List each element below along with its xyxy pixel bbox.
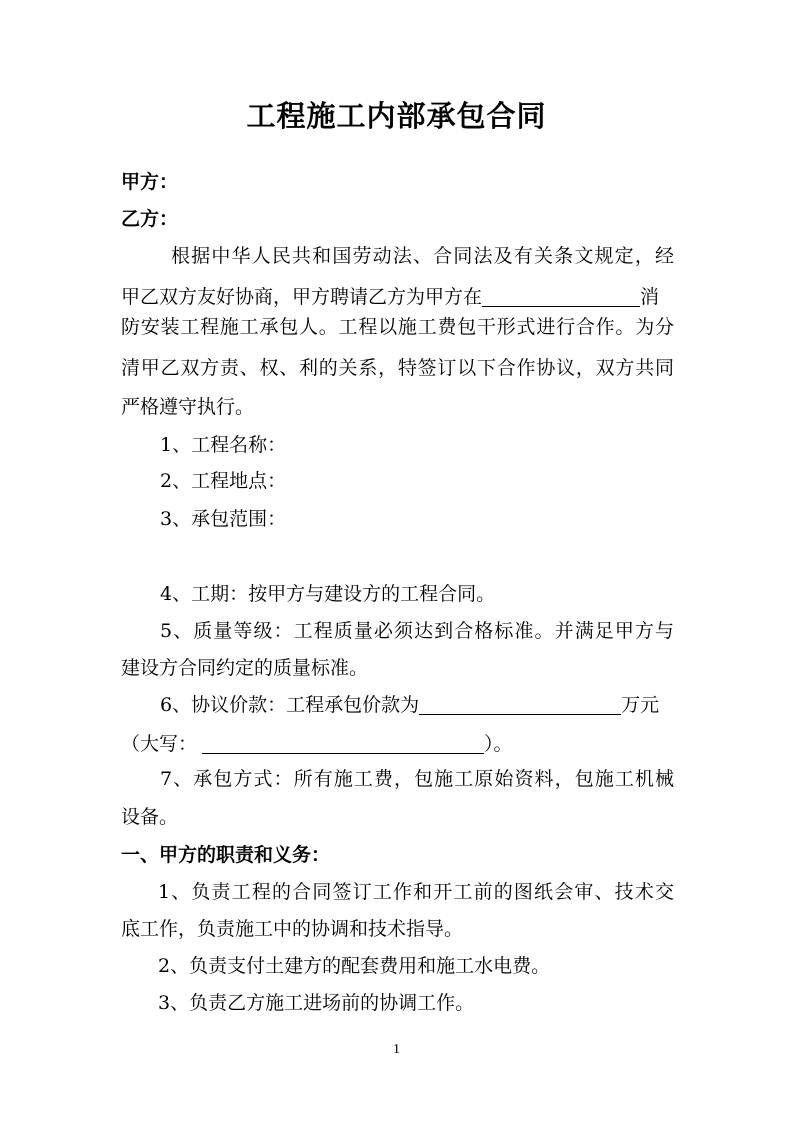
- item-project-name: 1、工程名称：: [160, 434, 287, 456]
- duty-1-line-2: 底工作，负责施工中的协调和技术指导。: [121, 918, 464, 940]
- price-unit: 万元: [621, 694, 660, 716]
- item-quality-line-2: 建设方合同约定的质量标准。: [121, 657, 369, 679]
- item-method-line-1: 7、承包方式：所有施工费，包施工原始资料，包施工机械: [160, 768, 674, 790]
- duty-3: 3、负责乙方施工进场前的协调工作。: [158, 992, 475, 1014]
- party-b-label: 乙方：: [121, 208, 179, 230]
- document-title: 工程施工内部承包合同: [246, 99, 547, 133]
- item-duration: 4、工期：按甲方与建设方的工程合同。: [160, 583, 496, 605]
- page-number: 1: [393, 1042, 400, 1057]
- item-contract-scope: 3、承包范围：: [160, 508, 287, 530]
- section-1-heading: 一、甲方的职责和义务：: [121, 844, 331, 866]
- price-words-close: ）。: [484, 733, 513, 755]
- intro-line-2: [121, 283, 659, 311]
- duty-2: 2、负责支付土建方的配套费用和施工水电费。: [158, 955, 551, 977]
- item-project-location: 2、工程地点：: [160, 470, 287, 492]
- item-quality-line-1: 5、质量等级：工程质量必须达到合格标准。并满足甲方与: [160, 620, 674, 642]
- duty-1-line-1: 1、负责工程的合同签订工作和开工前的图纸会审、技术交: [158, 881, 674, 903]
- item-price-line-2: [121, 730, 513, 758]
- intro-line-2-tail: 消: [640, 286, 660, 308]
- price-words-open: （大写：: [121, 733, 198, 755]
- project-location-blank[interactable]: [482, 286, 640, 307]
- intro-line-4: 清甲乙双方责、权、利的关系，特签订以下合作协议，双方共同: [121, 357, 674, 379]
- party-a-label: 甲方：: [121, 171, 179, 193]
- intro-line-2-text: 甲乙双方友好协商，甲方聘请乙方为甲方在: [121, 286, 483, 308]
- intro-line-5: 严格遵守执行。: [121, 396, 255, 418]
- item-price-line-1: [160, 691, 659, 719]
- intro-line-3: 防安装工程施工承包人。工程以施工费包干形式进行合作。为分: [121, 316, 674, 338]
- price-amount-blank[interactable]: [419, 694, 621, 715]
- intro-line-1: 根据中华人民共和国劳动法、合同法及有关条文规定，经: [171, 245, 674, 267]
- item-method-line-2: 设备。: [121, 806, 179, 828]
- price-words-blank[interactable]: [202, 733, 484, 754]
- item-price-text: 6、协议价款：工程承包价款为: [160, 694, 420, 716]
